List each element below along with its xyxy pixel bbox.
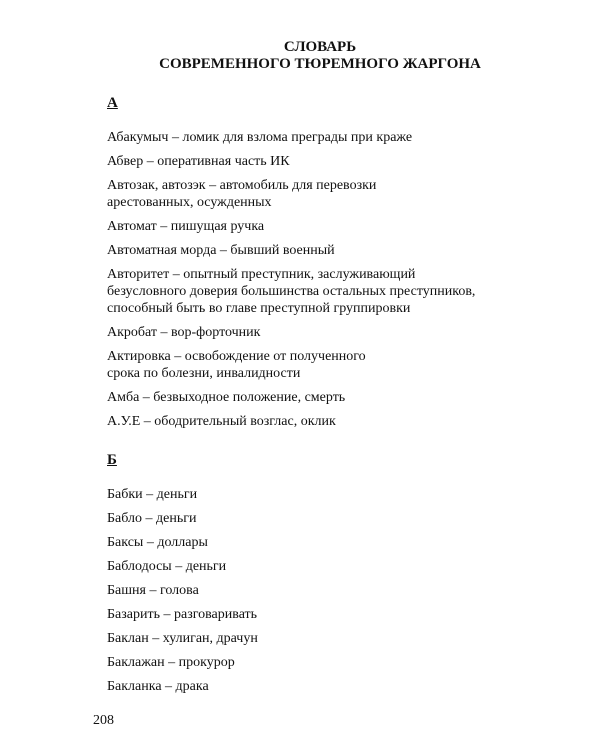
section-letter-b: Б: [107, 452, 117, 468]
entry-line: Амба – безвыходное положение, смерть: [107, 390, 346, 405]
dictionary-entry: [107, 324, 567, 341]
page-number: 208: [93, 713, 114, 728]
dictionary-entry: [107, 606, 567, 623]
page-title: СЛОВАРЬ: [283, 39, 357, 55]
dictionary-entry: [107, 678, 567, 695]
dictionary-entry: [107, 630, 567, 647]
entries-list-a: [107, 129, 567, 437]
dictionary-entry: [107, 129, 567, 146]
entry-line: срока по болезни, инвалидности: [107, 366, 301, 381]
entry-line: Бакланка – драка: [107, 679, 209, 694]
dictionary-entry: [107, 153, 567, 170]
dictionary-entry: [107, 218, 567, 235]
entry-line: Акробат – вор-форточник: [107, 325, 261, 340]
section-letter-a: А: [107, 95, 118, 111]
dictionary-entry: [107, 348, 567, 382]
entry-line: Автоматная морда – бывший военный: [107, 243, 335, 258]
dictionary-entry: [107, 510, 567, 527]
dictionary-entry: [107, 177, 567, 211]
entry-line: Баблодосы – деньги: [107, 559, 227, 574]
entry-line: Баклажан – прокурор: [107, 655, 235, 670]
entry-line: Автомат – пишущая ручка: [107, 219, 265, 234]
entry-line: способный быть во главе преступной группировки: [107, 301, 411, 316]
dictionary-entry: [107, 242, 567, 259]
page-subtitle: СОВРЕМЕННОГО ТЮРЕМНОГО ЖАРГОНА: [159, 56, 481, 72]
entry-line: Баклан – хулиган, драчун: [107, 631, 258, 646]
entry-line: А.У.Е – ободрительный возглас, оклик: [107, 414, 336, 429]
dictionary-entry: [107, 558, 567, 575]
entry-line: Автозак, автозэк – автомобиль для перевозки: [107, 178, 377, 193]
entry-line: Абакумыч – ломик для взлома преграды при краже: [107, 130, 413, 145]
dictionary-entry: [107, 413, 567, 430]
entry-line: Башня – голова: [107, 583, 199, 598]
dictionary-entry: [107, 534, 567, 551]
dictionary-entry: [107, 654, 567, 671]
entry-line: Авторитет – опытный преступник, заслуживающий: [107, 267, 416, 282]
entry-line: Бабки – деньги: [107, 487, 198, 502]
entries-list-b: [107, 486, 567, 702]
entry-line: Абвер – оперативная часть ИК: [107, 154, 290, 169]
entry-line: Базарить – разговаривать: [107, 607, 258, 622]
entry-line: Баксы – доллары: [107, 535, 208, 550]
dictionary-entry: [107, 486, 567, 503]
entry-line: арестованных, осужденных: [107, 195, 272, 210]
entry-line: Актировка – освобождение от полученного: [107, 349, 366, 364]
entry-line: Бабло – деньги: [107, 511, 197, 526]
dictionary-entry: [107, 266, 567, 317]
entry-line: безусловного доверия большинства остальных преступников,: [107, 284, 476, 299]
dictionary-entry: [107, 582, 567, 599]
dictionary-entry: [107, 389, 567, 406]
